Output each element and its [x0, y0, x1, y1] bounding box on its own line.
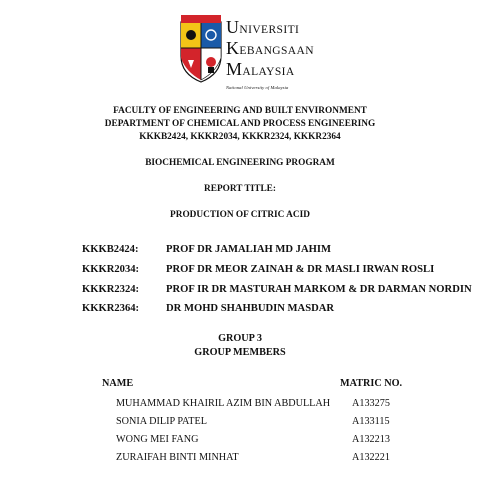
course-code: KKKR2034: — [82, 264, 140, 275]
lecturer-name: PROF DR MEOR ZAINAH & DR MASLI IRWAN ROSLI — [166, 264, 435, 275]
ukm-logo — [178, 12, 314, 92]
lecturer-name: PROF DR JAMALIAH MD JAHIM — [166, 244, 331, 255]
logo-wordmark — [226, 18, 312, 90]
course-codes-line: KKKB2424, KKKR2034, KKKR2324, KKKR2364 — [139, 132, 341, 142]
member-matric: A133115 — [352, 416, 390, 427]
course-code: KKKR2324: — [82, 284, 140, 295]
logo-subtitle: National University of Malaysia — [226, 85, 289, 90]
member-name: WONG MEI FANG — [116, 434, 199, 445]
member-name: ZURAIFAH BINTI MINHAT — [116, 452, 239, 463]
group-members-title: GROUP MEMBERS — [194, 347, 286, 358]
lecturer-name: PROF IR DR MASTURAH MARKOM & DR DARMAN NORDIN — [166, 284, 472, 295]
program-line: BIOCHEMICAL ENGINEERING PROGRAM — [145, 158, 335, 168]
member-matric: A132213 — [352, 434, 390, 445]
department-line: DEPARTMENT OF CHEMICAL AND PROCESS ENGINEERING — [104, 119, 376, 129]
logo-line-3: MALAYSIA — [226, 59, 295, 79]
course-code: KKKB2424: — [82, 244, 139, 255]
member-matric: A132221 — [352, 452, 390, 463]
faculty-line: FACULTY OF ENGINEERING AND BUILT ENVIRONMENT — [113, 106, 367, 116]
logo-line-1: UNIVERSITI — [226, 17, 300, 37]
ukm-crest-icon — [178, 12, 224, 84]
matric-column-header: MATRIC NO. — [340, 378, 403, 389]
member-name: SONIA DILIP PATEL — [116, 416, 207, 427]
group-name: GROUP 3 — [218, 333, 262, 344]
report-title-label: REPORT TITLE: — [204, 184, 276, 194]
member-name: MUHAMMAD KHAIRIL AZIM BIN ABDULLAH — [116, 398, 331, 409]
member-matric: A133275 — [352, 398, 390, 409]
lecturer-name: DR MOHD SHAHBUDIN MASDAR — [166, 303, 335, 314]
report-title: PRODUCTION OF CITRIC ACID — [170, 210, 310, 220]
logo-line-2: KEBANGSAAN — [226, 38, 314, 58]
course-code: KKKR2364: — [82, 303, 140, 314]
name-column-header: NAME — [102, 378, 134, 389]
